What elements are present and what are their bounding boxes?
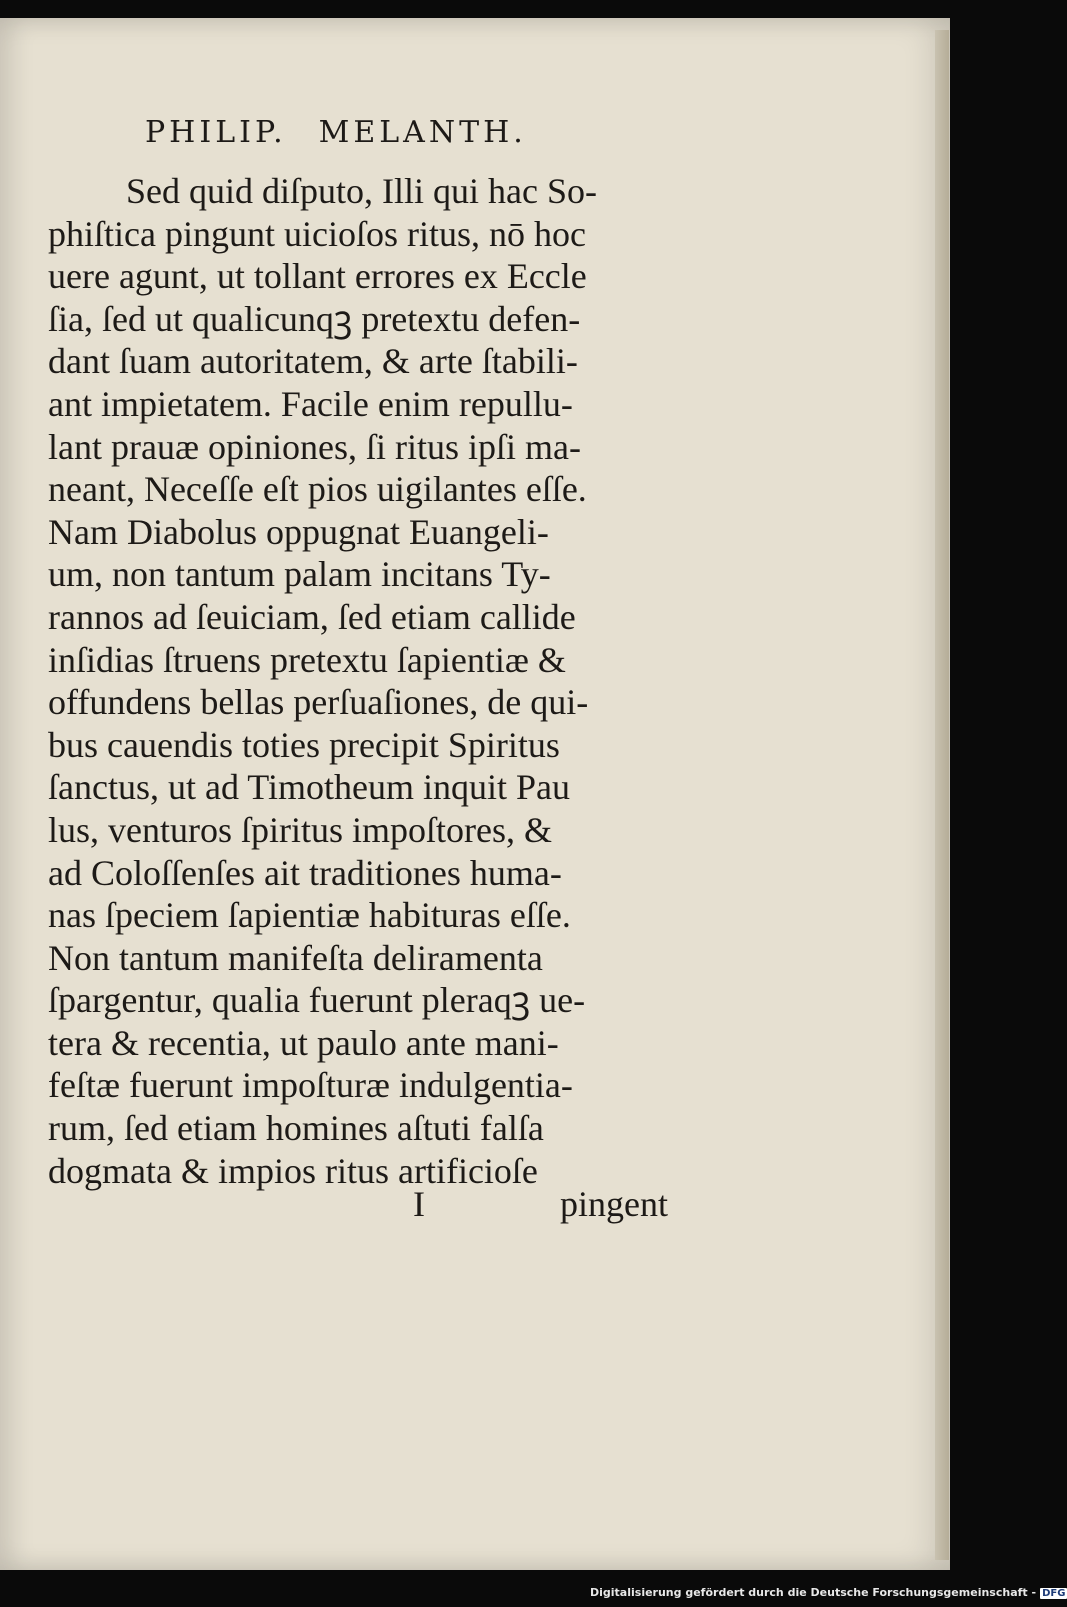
text-line: ſpargentur, qualia fuerunt pleraqꝫ ue-	[48, 980, 586, 1021]
page-fold-edge	[935, 30, 949, 1560]
text-line: Nam Diabolus oppugnat Euangeli-	[48, 511, 549, 552]
text-line: Non tantum manifeſta deliramenta	[48, 937, 543, 978]
text-line: Sed quid diſputo, Illi qui hac So-	[126, 171, 597, 211]
digitization-credit	[590, 1586, 1067, 1599]
text-line: neant, Neceſſe eſt pios uigilantes eſſe.	[48, 469, 587, 510]
text-line: tera & recentia, ut paulo ante mani-	[48, 1022, 559, 1063]
text-line: dant ſuam autoritatem, & arte ſtabili-	[48, 341, 578, 382]
dfg-logo-icon: DFG	[1042, 1588, 1066, 1599]
credit-text: Digitalisierung gefördert durch die Deutsche Forschungsgemeinschaft -	[590, 1586, 1037, 1599]
text-line: nas ſpeciem ſapientiæ habituras eſſe.	[48, 895, 571, 936]
text-line: ant impietatem. Facile enim repullu-	[48, 383, 573, 424]
text-line: inſidias ſtruens pretextu ſapientiæ &	[48, 639, 566, 680]
page-footer	[48, 1183, 668, 1231]
text-line: phiſtica pingunt uicioſos ritus, nō hoc	[48, 213, 586, 254]
text-line: lus, venturos ſpiritus impoſtores, &	[48, 809, 552, 850]
text-line: offundens bellas perſuaſiones, de qui-	[48, 682, 589, 723]
text-line: uere agunt, ut tollant errores ex Eccle	[48, 256, 587, 297]
text-line: rum, ſed etiam homines aſtuti falſa	[48, 1108, 544, 1149]
header-left: PHILIP.	[145, 115, 287, 150]
text-line: lant prauæ opiniones, ſi ritus ipſi ma-	[48, 426, 581, 467]
text-line: ſia, ſed ut qualicunqꝫ pretextu defen-	[48, 298, 581, 339]
text-line: rannos ad ſeuiciam, ſed etiam callide	[48, 596, 576, 637]
text-line: bus cauendis toties precipit Spiritus	[48, 724, 560, 765]
header-right: MELANTH.	[318, 115, 527, 150]
catchword: pingent	[560, 1184, 668, 1224]
text-line: um, non tantum palam incitans Ty-	[48, 554, 551, 595]
text-line: dogmata & impios ritus artificioſe	[48, 1150, 538, 1191]
text-line: feſtæ fuerunt impoſturæ indulgentia-	[48, 1065, 573, 1106]
text-line: ad Coloſſenſes ait traditiones huma-	[48, 852, 562, 893]
running-header	[145, 115, 605, 150]
signature-mark: I	[413, 1184, 425, 1224]
body-text	[48, 170, 668, 1192]
text-line: ſanctus, ut ad Timotheum inquit Pau	[48, 767, 571, 808]
